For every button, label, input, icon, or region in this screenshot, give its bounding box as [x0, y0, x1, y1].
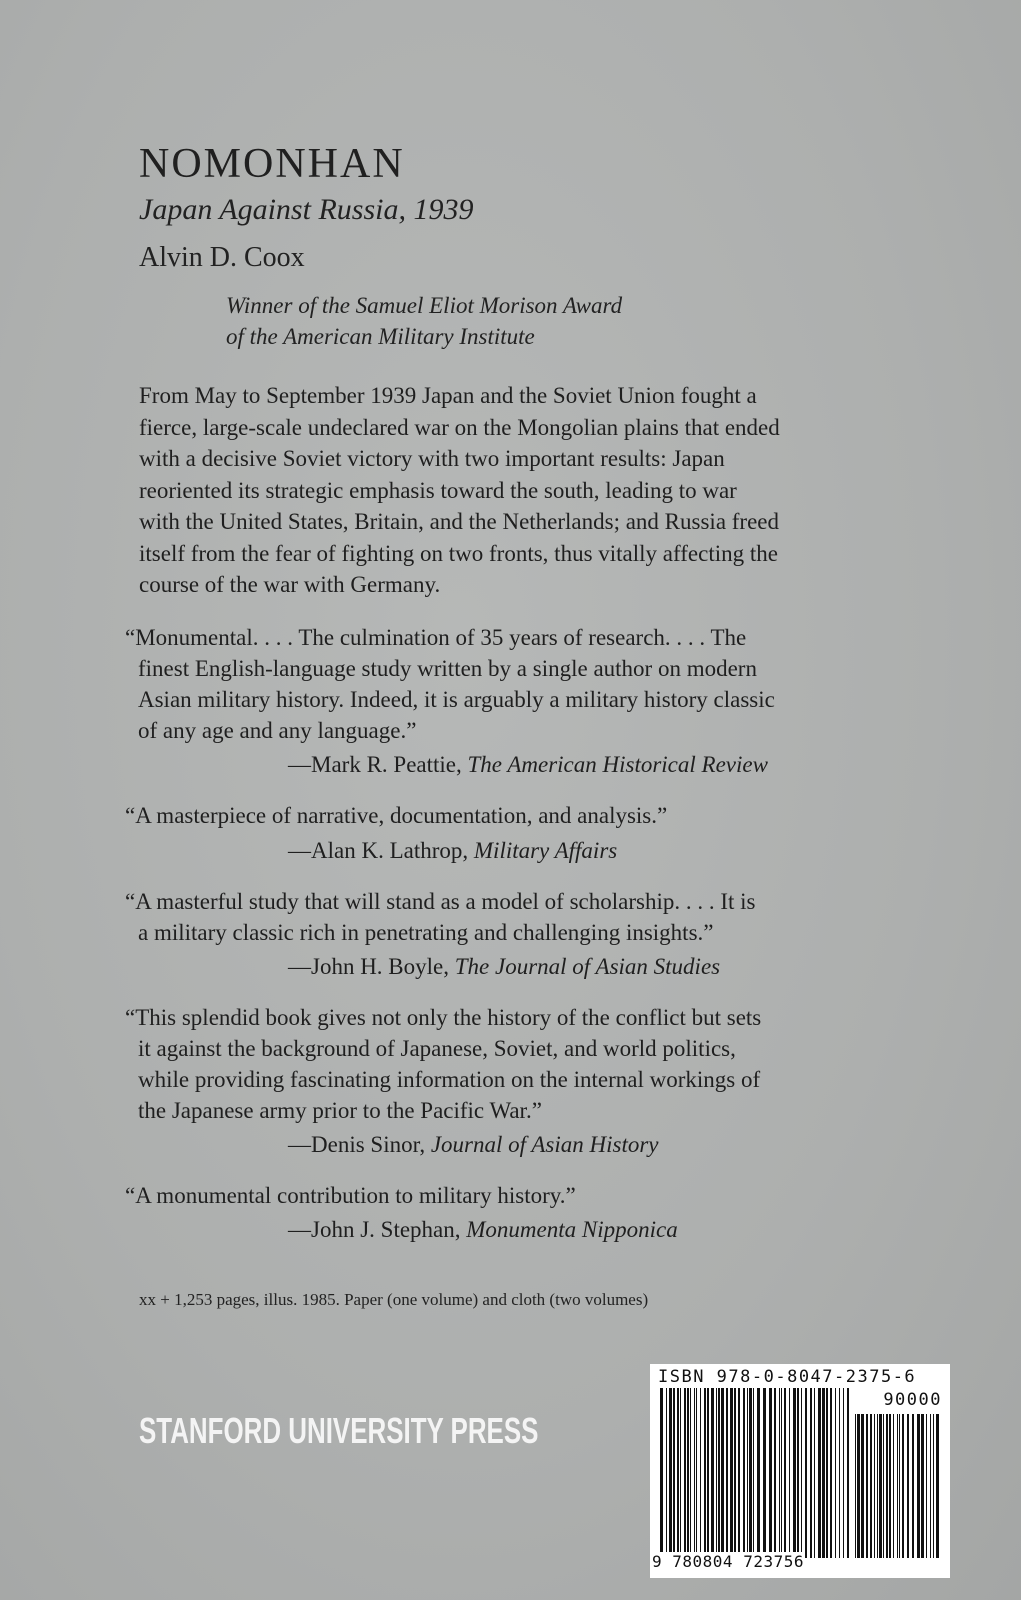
description-line: with the United States, Britain, and the Netherlands; and Russia freed [139, 509, 780, 534]
barcode-bar [707, 1388, 709, 1558]
isbn-barcode [650, 1364, 950, 1578]
barcode-bar [877, 1414, 878, 1558]
barcode-bar [716, 1388, 717, 1558]
barcode-bar [784, 1388, 786, 1558]
quote-line: “Monumental. . . . The culmination of 35 years of research. . . . The [125, 625, 747, 650]
barcode-bar [883, 1414, 884, 1558]
book-title: NOMONHAN [139, 141, 405, 187]
barcode-bar [826, 1388, 828, 1558]
barcode-bar [930, 1414, 931, 1558]
publisher-logo-text: STANFORD UNIVERSITY PRESS [139, 1410, 539, 1451]
publication-info: xx + 1,253 pages, illus. 1985. Paper (one volume) and cloth (two volumes) [139, 1290, 649, 1309]
barcode-bar [936, 1414, 939, 1558]
barcode-bar [847, 1388, 849, 1558]
reviewer-name: —John J. Stephan, [288, 1217, 467, 1242]
barcode-bar [879, 1414, 882, 1558]
barcode-bar [680, 1388, 681, 1558]
barcode-bar [814, 1388, 815, 1558]
book-subtitle: Japan Against Russia, 1939 [139, 193, 474, 226]
barcode-bar [793, 1388, 796, 1558]
barcode-bar [769, 1388, 772, 1558]
barcode-bar [721, 1388, 724, 1558]
barcode-bar [763, 1388, 766, 1558]
barcode-bar [669, 1388, 672, 1558]
barcode-bar [747, 1388, 748, 1558]
barcode-bar [917, 1414, 920, 1558]
review-source: Military Affairs [473, 838, 618, 863]
description-line: reoriented its strategic emphasis toward the south, leading to war [139, 477, 737, 503]
review-quote [125, 1180, 576, 1211]
barcode-bar [660, 1388, 663, 1558]
review-attribution [288, 1217, 678, 1243]
barcode-bar [907, 1414, 909, 1558]
barcode-bar [822, 1388, 825, 1558]
quote-line: finest English-language study written by a single author on modern [138, 656, 757, 681]
barcode-bar [690, 1388, 691, 1558]
barcode-bar [874, 1414, 875, 1558]
barcode-bar [810, 1388, 812, 1558]
quote-line: “This splendid book gives not only the history of the conflict but sets [125, 1005, 762, 1030]
award-note [226, 290, 622, 352]
barcode-bar [726, 1388, 728, 1558]
review-source: The American Historical Review [467, 752, 768, 777]
barcode-bar [886, 1414, 888, 1558]
description-line: fierce, large-scale undeclared war on the Mongolian plains that ended [139, 414, 780, 440]
barcode-bar [684, 1388, 686, 1558]
barcode-bar [779, 1388, 780, 1558]
quote-line: of any age and any language.” [138, 718, 417, 743]
review-attribution [288, 752, 768, 778]
reviewer-name: —John H. Boyle, [288, 954, 455, 979]
barcode-bar [926, 1414, 927, 1558]
barcode-bar [933, 1414, 934, 1558]
addon-barcode-bars [855, 1414, 943, 1558]
barcode-bar [666, 1388, 667, 1558]
quote-line: “A masterpiece of narrative, documentation, and analysis.” [125, 803, 668, 828]
isbn-label: ISBN 978-0-8047-2375-6 [658, 1367, 917, 1387]
review-source: The Journal of Asian Studies [454, 954, 721, 979]
ean-barcode-bars [660, 1388, 850, 1558]
barcode-bar [700, 1388, 701, 1558]
review-attribution [288, 954, 720, 980]
description-line: From May to September 1939 Japan and the Soviet Union fought a [139, 383, 757, 408]
barcode-bar [694, 1388, 695, 1558]
barcode-bar [774, 1388, 776, 1558]
barcode-bar [839, 1388, 840, 1558]
barcode-bar [718, 1388, 720, 1558]
barcode-bar [818, 1388, 821, 1558]
barcode-bar [893, 1414, 894, 1558]
description-line: course of the war with Germany. [139, 572, 441, 597]
barcode-bar [757, 1388, 760, 1558]
barcode-bar [743, 1388, 745, 1558]
review-quote [125, 800, 667, 831]
ean-digits: 9 780804 723756 [652, 1552, 804, 1571]
quote-line: “A monumental contribution to military history.” [125, 1183, 576, 1208]
barcode-bar [789, 1388, 790, 1558]
barcode-bar [704, 1388, 706, 1558]
description-line: with a decisive Soviet victory with two important results: Japan [139, 446, 725, 471]
review-quote [125, 622, 775, 746]
barcode-bar [855, 1414, 856, 1558]
barcode-bar [711, 1388, 714, 1558]
barcode-bar [781, 1388, 782, 1558]
quote-line: Asian military history. Indeed, it is arguably a military history classic [138, 687, 775, 712]
quote-line: the Japanese army prior to the Pacific War.” [138, 1098, 542, 1123]
barcode-bar [843, 1388, 844, 1558]
book-author: Alvin D. Coox [139, 242, 305, 273]
review-quote [125, 1002, 761, 1126]
barcode-bar [687, 1388, 689, 1558]
barcode-bar [921, 1414, 924, 1558]
barcode-bar [805, 1388, 807, 1558]
barcode-bar [753, 1388, 754, 1558]
book-description [139, 380, 879, 601]
barcode-bar [677, 1388, 679, 1558]
award-line: Winner of the Samuel Eliot Morison Award [226, 293, 623, 318]
barcode-bar [749, 1388, 752, 1558]
barcode-bar [857, 1414, 860, 1558]
review-attribution [288, 838, 617, 864]
barcode-bar [889, 1414, 891, 1558]
barcode-bar [866, 1414, 868, 1558]
barcode-bar [738, 1388, 740, 1558]
description-line: itself from the fear of fighting on two fronts, thus vitally affecting the [139, 540, 778, 566]
barcode-bar [734, 1388, 736, 1558]
quote-line: it against the background of Japanese, Soviet, and world politics, [138, 1036, 736, 1061]
reviewer-name: —Alan K. Lathrop, [288, 838, 474, 863]
barcode-bar [912, 1414, 914, 1558]
reviewer-name: —Denis Sinor, [288, 1132, 431, 1157]
quote-line: a military classic rich in penetrating and challenging insights.” [138, 920, 714, 945]
barcode-bar [861, 1414, 864, 1558]
review-source: Journal of Asian History [430, 1132, 659, 1157]
reviewer-name: —Mark R. Peattie, [288, 752, 468, 777]
barcode-bar [797, 1388, 799, 1558]
barcode-bar [897, 1414, 898, 1558]
barcode-bar [902, 1414, 904, 1558]
review-quote [125, 886, 755, 948]
barcode-bar [730, 1388, 733, 1558]
quote-line: while providing fascinating information on the internal workings of [138, 1067, 761, 1092]
review-source: Monumenta Nipponica [466, 1217, 678, 1242]
barcode-bar [835, 1388, 836, 1558]
barcode-bar [801, 1388, 802, 1558]
barcode-bar [870, 1414, 872, 1558]
barcode-bar [696, 1388, 697, 1558]
price-code: 90000 [883, 1390, 942, 1410]
quote-line: “A masterful study that will stand as a model of scholarship. . . . It is [125, 889, 756, 914]
review-attribution [288, 1132, 659, 1158]
award-line: of the American Military Institute [226, 324, 535, 349]
barcode-bar [899, 1414, 900, 1558]
barcode-bar [830, 1388, 832, 1558]
barcode-bar [673, 1388, 675, 1558]
